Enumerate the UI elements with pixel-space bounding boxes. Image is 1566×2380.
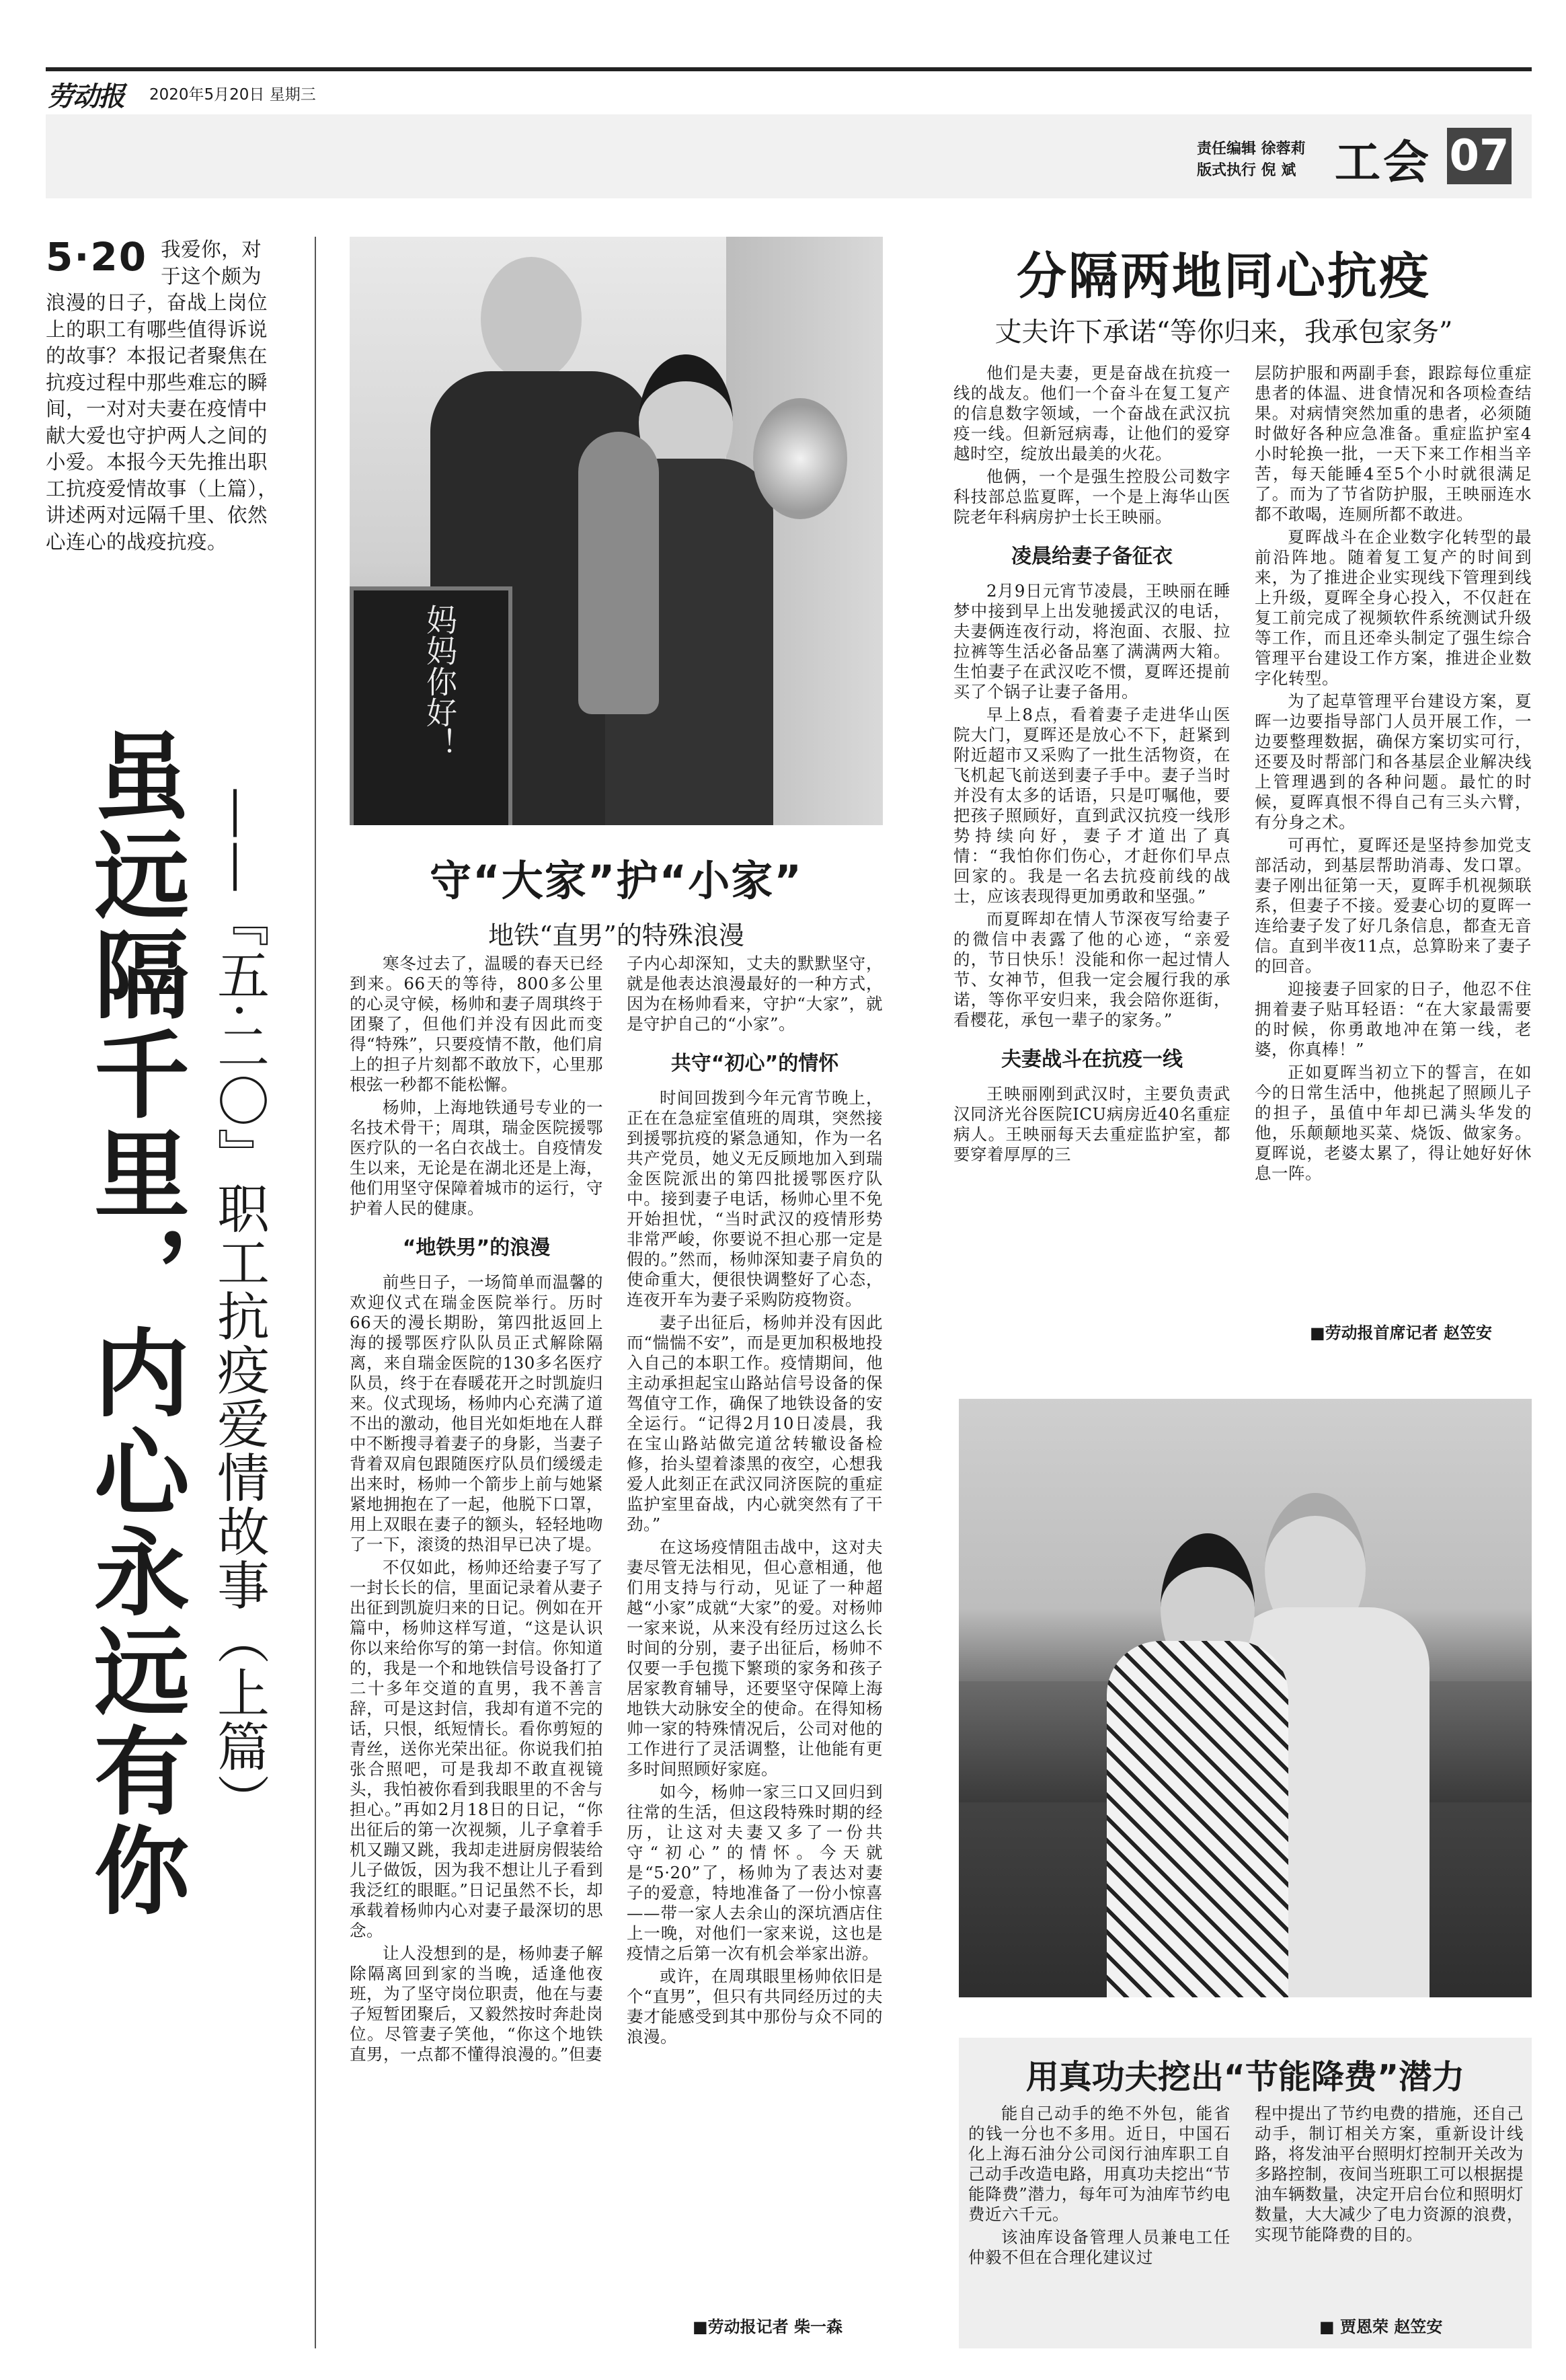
photo-family-hug — [350, 237, 883, 825]
masthead-rule — [46, 67, 1532, 71]
story3-para: 该油库设备管理人员兼电工任仲毅不但在合理化建议过 — [968, 2227, 1230, 2267]
story1-deck: 地铁“直男”的特殊浪漫 — [488, 921, 744, 950]
story2-para: 迎接妻子回家的日子，他忍不住拥着妻子贴耳轻语：“在大家最需要的时候，你勇敢地冲在第一线，老婆，你真棒！” — [1255, 979, 1532, 1059]
story2-para: 他们是夫妻，更是奋战在抗疫一线的战友。他们一个奋斗在复工复产的信息数字领域，一个奋战在武汉抗疫一线。但新冠病毒，让他们的爱穿越时空，绽放出最美的火花。 — [953, 363, 1230, 463]
story1-headline: 守“大家”护“小家” — [430, 856, 803, 905]
story2-byline: ■劳动报首席记者 赵笠安 — [1310, 1323, 1493, 1342]
story3-para: 能自己动手的绝不外包，能省的钱一分也不多用。近日，中国石化上海石油分公司闵行油库职工自己动手改造电路，用真功夫挖出“节能降费”潜力，每年可为油库节约电费近六千元。 — [968, 2104, 1230, 2224]
story1-para: 或许，在周琪眼里杨帅依旧是个“直男”，但只有共同经历过的夫妻才能感受到其中那份与众不同的浪漫。 — [627, 1966, 883, 2046]
chalkboard-text: 妈妈你好！ — [422, 604, 458, 759]
photo-couple-seaside — [959, 1399, 1532, 1997]
photo-woman-body — [1107, 1641, 1288, 1997]
story1-para: 杨帅，上海地铁通号专业的一名技术骨干；周琪，瑞金医院援鄂医疗队的一名白衣战士。自疫情发生以来，无论是在湖北还是上海，他们用坚守保障着城市的运行，守护着人民的健康。 — [350, 1098, 603, 1218]
main-title: 虽远隔千里，内心永远有你 — [78, 726, 189, 1921]
story2-para: 为了起草管理平台建设方案，夏晖一边要指导部门人员开展工作，一边要整理数据，确保方案切实可行，还要及时帮部门和各基层企业解决线上管理遇到的各种问题。最忙的时候，夏晖真恨不得自己有三头六臂，有分身之术。 — [1255, 691, 1532, 832]
editor-credit: 责任编辑 徐蓉莉 — [1197, 141, 1306, 157]
page-number: 07 — [1447, 128, 1512, 184]
story2-deck: 丈夫许下承诺“等你归来，我承包家务” — [994, 317, 1453, 348]
story1-byline: ■劳动报记者 柴一森 — [693, 2317, 843, 2336]
column-divider — [315, 237, 316, 2348]
story2-subhead-2: 夫妻战斗在抗疫一线 — [1001, 1048, 1183, 1071]
story1-para: 妻子出征后，杨帅并没有因此而“惴惴不安”，而是更加积极地投入自己的本职工作。疫情期间，他主动承担起宝山路站信号设备的保驾值守工作，确保了地铁设备的安全运行。“记得2月10日凌晨，我在宝山路站做完道岔转辙设备检修，抬头望着漆黑的夜空，心想我爱人此刻正在武汉同济医院的重症监护室里奋战，内心就突然有了干劲。” — [627, 1313, 883, 1534]
story2-para: 王映丽刚到武汉时，主要负责武汉同济光谷医院ICU病房近40名重症病人。王映丽每天去重症监护室，都要穿着厚厚的三 — [953, 1084, 1230, 1164]
story1-para: 如今，杨帅一家三口又回归到往常的生活，但这段特殊时期的经历，让这对夫妻又多了一份共守“初心”的情怀。今天就是“5·20”了，杨帅为了表达对妻子的爱意，特地准备了一份小惊喜——带一家人去余山的深坑酒店住上一晚，对他们一家来说，这也是疫情之后第一次有机会举家出游。 — [627, 1782, 883, 1963]
story1-para: 让人没想到的是，杨帅妻子解除隔离回到家的当晚，适逢他夜班，为了坚守岗位职责，他在与妻子短暂团聚后，又毅然按时奔赴岗位。尽管妻子笑他，“你这个地铁直男，一点都不懂得浪漫的。”但妻 — [350, 1944, 603, 2064]
photo-man-head — [481, 257, 582, 381]
photo-flowers — [753, 398, 847, 519]
story2-column-1 — [953, 363, 1230, 1338]
story2-para: 可再忙，夏晖还是坚持参加党支部活动，到基层帮助消毒、发口罩。妻子刚出征第一天，夏晖手机视频联系，但妻子不接。爱妻心切的夏晖一连给妻子发了好几条信息，都查无音信。直到半夜11点，总算盼来了妻子的回音。 — [1255, 835, 1532, 976]
story2-para: 夏晖战斗在企业数字化转型的最前沿阵地。随着复工复产的时间到来，为了推进企业实现线下管理到线上升级，夏晖全身心投入，不仅赶在复工前完成了视频软件系统测试升级等工作，而且还牵头制定了强生综合管理平台建设工作方案，推进企业数字化转型。 — [1255, 527, 1532, 688]
story1-para: 前些日子，一场简单而温馨的欢迎仪式在瑞金医院举行。历时66天的漫长期盼，第四批返回上海的援鄂医疗队队员正式解除隔离，来自瑞金医院的130多名医疗队员，终于在春暖花开之时凯旋归来。仪式现场，杨帅内心充满了道不出的激动，他目光如炬地在人群中不断搜寻着妻子的身影，当妻子背着双肩包跟随医疗队员们缓缓走出来时，杨帅一个箭步上前与她紧紧地拥抱在了一起，他脱下口罩，用上双眼在妻子的额头，轻轻地吻了一下，滚烫的热泪早已决了堤。 — [350, 1272, 603, 1554]
story1-column-2 — [627, 954, 883, 2299]
story2-para: 正如夏晖当初立下的誓言，在如今的日常生活中，他挑起了照顾儿子的担子，虽值中年却已满头华发的他，乐颠颠地买菜、烧饭、做家务。夏晖说，老婆太累了，得让她好好休息一阵。 — [1255, 1063, 1532, 1183]
story2-subhead-1: 凌晨给妻子备征衣 — [1011, 545, 1173, 568]
section-header-band — [46, 114, 1532, 198]
photo-child — [578, 432, 659, 714]
story2-para: 而夏晖却在情人节深夜写给妻子的微信中表露了他的心迹，“亲爱的，节日快乐！没能和你一起过情人节、女神节，但我一定会履行我的承诺，等你平安归来，我会陪你逛街，看樱花，承包一辈子的家务。” — [953, 909, 1230, 1030]
story2-para: 早上8点，看着妻子走进华山医院大门，夏晖还是放心不下，赶紧到附近超市又采购了一批生活物资，在飞机起飞前送到妻子手中。妻子当时并没有太多的话语，只是叮嘱他，要把孩子照顾好，直到武汉抗疫一线形势持续向好，妻子才道出了真情：“我怕你们伤心，才赶你们早点回家的。我是一名去抗疫前线的战士，应该表现得更加勇敢和坚强。” — [953, 705, 1230, 906]
story1-para: 在这场疫情阻击战中，这对夫妻尽管无法相见，但心意相通，他们用支持与行动，见证了一种超越“小家”成就“大家”的爱。对杨帅一家来说，从来没有经历过这么长时间的分别，妻子出征后，杨帅不仅要一手包揽下繁琐的家务和孩子居家教育辅导，还要坚守保障上海地铁大动脉安全的使命。在得知杨帅一家的特殊情况后，公司对他的工作进行了灵活调整，让他能有更多时间照顾好家庭。 — [627, 1537, 883, 1779]
story1-para: 寒冬过去了，温暖的春天已经到来。66天的等待，800多公里的心灵守候，杨帅和妻子周琪终于团聚了，但他们并没有因此而变得“特殊”，只要疫情不散，他们肩上的担子片刻都不敢放下，心里那根弦一秒都不能松懈。 — [350, 954, 603, 1094]
story1-para: 子内心却深知，丈夫的默默坚守，就是他表达浪漫最好的一种方式，因为在杨帅看来，守护“大家”，就是守护自己的“小家”。 — [627, 954, 883, 1034]
section-name: 工会 — [1335, 136, 1432, 190]
story2-para: 他俩，一个是强生控股公司数字科技部总监夏晖，一个是上海华山医院老年科病房护士长王映丽。 — [953, 467, 1230, 527]
story1-subhead-1: “地铁男”的浪漫 — [402, 1236, 551, 1260]
intro-text: 我爱你，对于这个颇为浪漫的日子，奋战上岗位上的职工有哪些值得诉说的故事？本报记者聚焦在抗疫过程中那些难忘的瞬间，一对对夫妻在疫情中献大爱也守护两人之间的小爱。本报今天先推出职工抗疫爱情故事（上篇），讲述两对远隔千里、依然心连心的战疫抗疫。 — [46, 238, 278, 553]
story2-para: 2月9日元宵节凌晨，王映丽在睡梦中接到早上出发驰援武汉的电话，夫妻俩连夜行动，将泡面、衣服、拉拉裤等生活必备品塞了满满两大箱。生怕妻子在武汉吃不惯，夏晖还提前买了个锅子让妻子备用。 — [953, 581, 1230, 701]
story1-column-1 — [350, 954, 603, 2347]
masthead-date: 2020年5月20日 星期三 — [149, 86, 316, 104]
photo-chalkboard — [350, 586, 512, 825]
story3-para: 程中提出了节约电费的措施，还自己动手，制订相关方案，重新设计线路，将发油平台照明灯控制开关改为多路控制，夜间当班职工可以根据提油车辆数量，决定开启台位和照明灯数量，大大减少了电力资源的浪费，实现节能降费的目的。 — [1255, 2104, 1524, 2244]
story3-column-1 — [968, 2104, 1230, 2346]
main-subtitle: ——『五·二〇』职工抗疫爱情故事（上篇） — [208, 787, 269, 1827]
story3-column-2 — [1255, 2104, 1524, 2305]
intro-block — [46, 234, 281, 553]
story2-headline: 分隔两地同心抗疫 — [1017, 247, 1431, 305]
story1-para: 时间回拨到今年元宵节晚上，正在在急症室值班的周琪，突然接到援鄂抗疫的紧急通知，作为一名共产党员，她义无反顾地加入到瑞金医院派出的第四批援鄂医疗队中。接到妻子电话，杨帅心里不免开始担忧，“当时武汉的疫情形势非常严峻，你要说不担心那一定是假的。”然而，杨帅深知妻子肩负的使命重大，便很快调整好了心态，连夜开车为妻子采购防疫物资。 — [627, 1088, 883, 1309]
story1-subhead-2: 共守“初心”的情怀 — [670, 1052, 839, 1075]
intro-lead: 5·20 — [46, 234, 148, 280]
layout-credit: 版式执行 倪 斌 — [1197, 162, 1296, 179]
story2-para: 层防护服和两副手套，跟踪每位重症患者的体温、进食情况和各项检查结果。对病情突然加重的患者，必须随时做好各种应急准备。重症监护室4小时轮换一批，一天下来工作相当辛苦，每天能睡4至5个小时就很满足了。而为了节省防护服，王映丽连水都不敢喝，连厕所都不敢进。 — [1255, 363, 1532, 524]
story3-byline: ■ 贾恩荣 赵笠安 — [1319, 2317, 1443, 2336]
masthead-logo: 劳动报 — [47, 81, 124, 112]
story1-para: 不仅如此，杨帅还给妻子写了一封长长的信，里面记录着从妻子出征到凯旋归来的日记。例如在开篇中，杨帅这样写道，“这是认识你以来给你写的第一封信。你知道的，我是一个和地铁信号设备打了二十多年交道的直男，我不善言辞，可是这封信，我却有道不完的话，只恨，纸短情长。看你剪短的青丝，送你光荣出征。你说我们拍张合照吧，可是我却不敢直视镜头，我怕被你看到我眼里的不舍与担心。”再如2月18日的日记，“你出征后的第一次视频，儿子拿着手机又蹦又跳，我却走进厨房假装给儿子做饭，因为我不想让儿子看到我泛红的眼眶。”日记虽然不长，却承载着杨帅内心对妻子最深切的思念。 — [350, 1558, 603, 1940]
story3-headline: 用真功夫挖出“节能降费”潜力 — [1025, 2058, 1465, 2096]
story2-column-2 — [1255, 363, 1532, 1311]
